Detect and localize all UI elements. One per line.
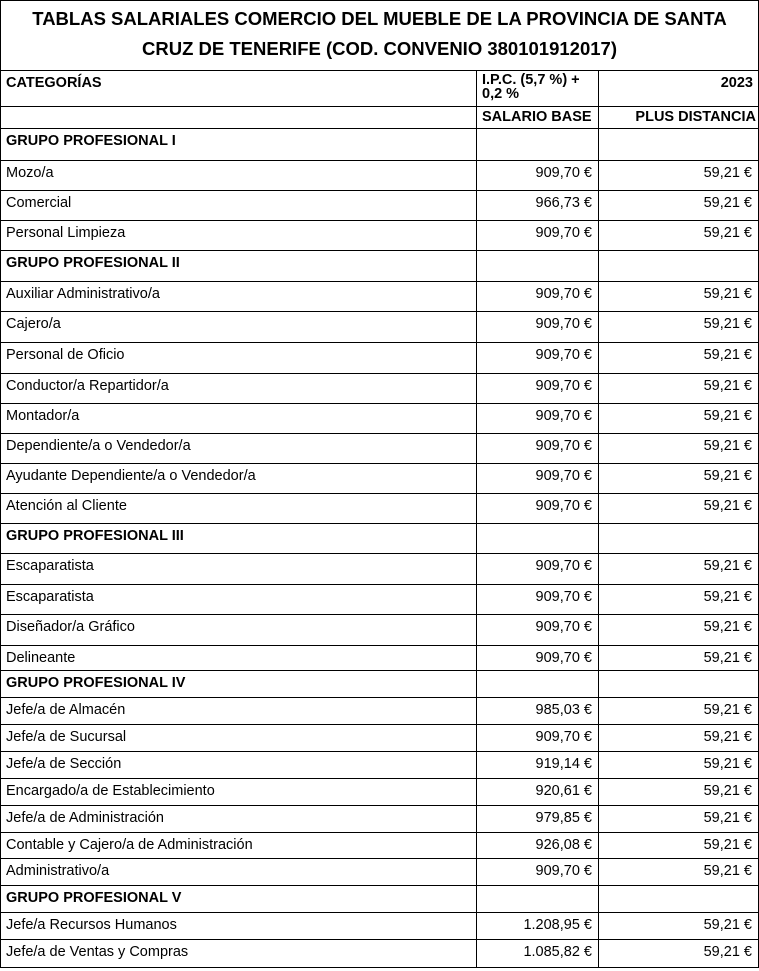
salario-base-value: 909,70 € (477, 615, 599, 646)
header-row (1, 71, 759, 107)
empty-cell (477, 524, 599, 554)
empty-cell (599, 251, 759, 282)
category-label: Auxiliar Administrativo/a (1, 282, 477, 312)
plus-distancia-value: 59,21 € (599, 698, 759, 725)
table-row (1, 940, 759, 968)
empty-cell (477, 886, 599, 913)
category-label: Mozo/a (1, 161, 477, 191)
category-label: Encargado/a de Establecimiento (1, 779, 477, 806)
empty-cell (599, 524, 759, 554)
table-title: TABLAS SALARIALES COMERCIO DEL MUEBLE DE LA PROVINCIA DE SANTA CRUZ DE TENERIFE (COD. CONVENIO 380101912017) (1, 1, 759, 71)
group-row (1, 671, 759, 698)
table-row (1, 859, 759, 886)
table-row (1, 913, 759, 940)
group-label: GRUPO PROFESIONAL V (1, 886, 477, 913)
table-row (1, 404, 759, 434)
salario-base-value: 920,61 € (477, 779, 599, 806)
category-label: Ayudante Dependiente/a o Vendedor/a (1, 464, 477, 494)
plus-distancia-value: 59,21 € (599, 554, 759, 585)
salario-base-value: 909,70 € (477, 494, 599, 524)
category-label: Jefe/a de Ventas y Compras (1, 940, 477, 968)
salario-base-value: 1.208,95 € (477, 913, 599, 940)
plus-distancia-value: 59,21 € (599, 221, 759, 251)
table-row (1, 725, 759, 752)
empty-cell (477, 251, 599, 282)
plus-distancia-value: 59,21 € (599, 404, 759, 434)
plus-distancia-value: 59,21 € (599, 585, 759, 615)
salario-base-value: 1.085,82 € (477, 940, 599, 968)
salario-base-value: 909,70 € (477, 554, 599, 585)
salario-base-value: 909,70 € (477, 161, 599, 191)
table-row (1, 806, 759, 833)
category-label: Personal Limpieza (1, 221, 477, 251)
salario-base-value: 985,03 € (477, 698, 599, 725)
category-label: Administrativo/a (1, 859, 477, 886)
category-label: Personal de Oficio (1, 343, 477, 374)
category-label: Diseñador/a Gráfico (1, 615, 477, 646)
table-row (1, 282, 759, 312)
table-row (1, 221, 759, 251)
salario-base-value: 919,14 € (477, 752, 599, 779)
category-label: Jefe/a de Sección (1, 752, 477, 779)
group-label: GRUPO PROFESIONAL II (1, 251, 477, 282)
table-row (1, 646, 759, 671)
header-year: 2023 (599, 71, 759, 107)
plus-distancia-value: 59,21 € (599, 312, 759, 343)
salario-base-value: 909,70 € (477, 725, 599, 752)
table-row (1, 833, 759, 859)
plus-distancia-value: 59,21 € (599, 940, 759, 968)
table-row (1, 585, 759, 615)
table-row (1, 374, 759, 404)
group-label: GRUPO PROFESIONAL IV (1, 671, 477, 698)
plus-distancia-value: 59,21 € (599, 282, 759, 312)
plus-distancia-value: 59,21 € (599, 464, 759, 494)
plus-distancia-value: 59,21 € (599, 833, 759, 859)
category-label: Escaparatista (1, 554, 477, 585)
salario-base-value: 909,70 € (477, 585, 599, 615)
category-label: Jefe/a de Almacén (1, 698, 477, 725)
category-label: Escaparatista (1, 585, 477, 615)
plus-distancia-value: 59,21 € (599, 494, 759, 524)
header-salario-base: SALARIO BASE (477, 107, 599, 129)
table-row (1, 779, 759, 806)
plus-distancia-value: 59,21 € (599, 779, 759, 806)
category-label: Jefe/a de Administración (1, 806, 477, 833)
category-label: Dependiente/a o Vendedor/a (1, 434, 477, 464)
category-label: Jefe/a de Sucursal (1, 725, 477, 752)
group-label: GRUPO PROFESIONAL I (1, 129, 477, 161)
group-row (1, 129, 759, 161)
table-row (1, 752, 759, 779)
plus-distancia-value: 59,21 € (599, 752, 759, 779)
plus-distancia-value: 59,21 € (599, 191, 759, 221)
plus-distancia-value: 59,21 € (599, 913, 759, 940)
table-row (1, 615, 759, 646)
category-label: Jefe/a Recursos Humanos (1, 913, 477, 940)
plus-distancia-value: 59,21 € (599, 161, 759, 191)
category-label: Comercial (1, 191, 477, 221)
table-row (1, 312, 759, 343)
group-row (1, 524, 759, 554)
salario-base-value: 909,70 € (477, 221, 599, 251)
empty-cell (599, 671, 759, 698)
salario-base-value: 909,70 € (477, 464, 599, 494)
empty-cell (599, 129, 759, 161)
category-label: Delineante (1, 646, 477, 671)
salario-base-value: 909,70 € (477, 434, 599, 464)
empty-cell (599, 886, 759, 913)
group-row (1, 886, 759, 913)
salario-base-value: 966,73 € (477, 191, 599, 221)
salario-base-value: 909,70 € (477, 646, 599, 671)
title-row (1, 1, 759, 71)
category-label: Contable y Cajero/a de Administración (1, 833, 477, 859)
category-label: Cajero/a (1, 312, 477, 343)
salario-base-value: 979,85 € (477, 806, 599, 833)
plus-distancia-value: 59,21 € (599, 374, 759, 404)
subheader-row (1, 107, 759, 129)
table-row (1, 698, 759, 725)
plus-distancia-value: 59,21 € (599, 725, 759, 752)
salario-base-value: 909,70 € (477, 404, 599, 434)
salario-base-value: 909,70 € (477, 859, 599, 886)
salario-base-value: 909,70 € (477, 282, 599, 312)
empty-cell (1, 107, 477, 129)
plus-distancia-value: 59,21 € (599, 615, 759, 646)
plus-distancia-value: 59,21 € (599, 859, 759, 886)
category-label: Conductor/a Repartidor/a (1, 374, 477, 404)
category-label: Atención al Cliente (1, 494, 477, 524)
group-row (1, 251, 759, 282)
header-ipc: I.P.C. (5,7 %) + 0,2 % (477, 71, 599, 107)
plus-distancia-value: 59,21 € (599, 434, 759, 464)
table-row (1, 343, 759, 374)
plus-distancia-value: 59,21 € (599, 806, 759, 833)
empty-cell (477, 671, 599, 698)
empty-cell (477, 129, 599, 161)
table-row (1, 554, 759, 585)
table-row (1, 161, 759, 191)
table-row (1, 191, 759, 221)
salario-base-value: 909,70 € (477, 312, 599, 343)
header-plus-distancia: PLUS DISTANCIA (599, 107, 759, 129)
group-label: GRUPO PROFESIONAL III (1, 524, 477, 554)
salario-base-value: 909,70 € (477, 374, 599, 404)
table-row (1, 494, 759, 524)
salario-base-value: 909,70 € (477, 343, 599, 374)
category-label: Montador/a (1, 404, 477, 434)
salario-base-value: 926,08 € (477, 833, 599, 859)
header-categorias: CATEGORÍAS (1, 71, 477, 107)
table-row (1, 434, 759, 464)
table-row (1, 464, 759, 494)
plus-distancia-value: 59,21 € (599, 343, 759, 374)
plus-distancia-value: 59,21 € (599, 646, 759, 671)
